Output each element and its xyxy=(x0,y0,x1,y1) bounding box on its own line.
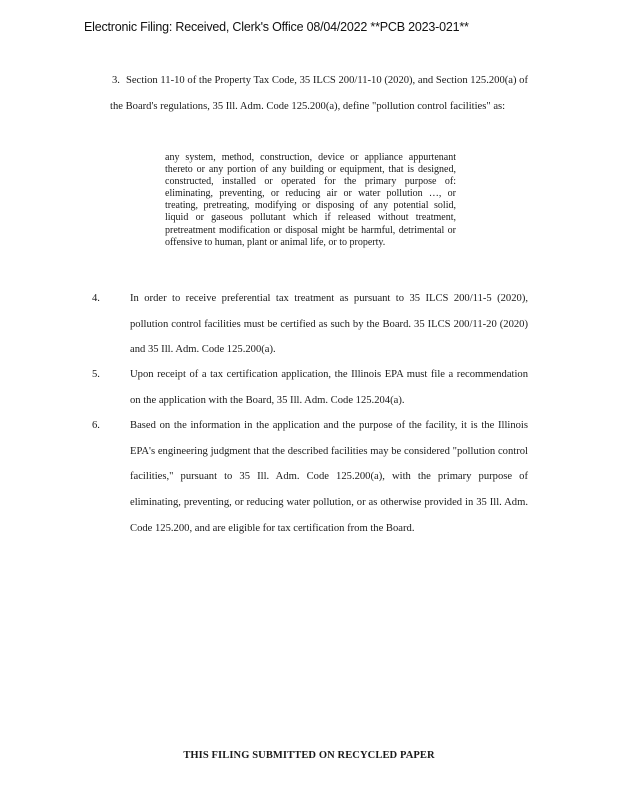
paragraph-5-text: Upon receipt of a tax certification application, the Illinois EPA must file a recommendation on the application with the Board, 35 Ill. Adm. Code 125.204(a). xyxy=(130,369,528,406)
paragraph-3-number: 3. xyxy=(112,75,120,86)
block-quote-definition: any system, method, construction, device or appliance appurtenant thereto or any portion of any building or equipment, that is designed, constructed, installed or operated for the primary purpose of: eliminating, preventing, or reducing air or water pollution …, or treating, pretreating, modifying or disposing of any potential solid, liquid or gaseous pollutant which if released without treatment, pretreatment modification or disposal might be harmful, detrimental or offensive to human, plant or animal life, or to property. xyxy=(165,152,456,248)
paragraph-4-text: In order to receive preferential tax treatment as pursuant to 35 ILCS 200/11-5 (2020), pollution control facilities must be certified as such by the Board. 35 ILCS 200/11-20 (2020) and 35 Ill. Adm. Code 125.200(a). xyxy=(130,293,528,356)
recycled-paper-footer: THIS FILING SUBMITTED ON RECYCLED PAPER xyxy=(183,750,435,761)
paragraph-6-number: 6. xyxy=(92,420,100,431)
paragraph-4-number: 4. xyxy=(92,293,100,304)
paragraph-5-number: 5. xyxy=(92,369,100,380)
filing-stamp-header: Electronic Filing: Received, Clerk's Office 08/04/2022 **PCB 2023-021** xyxy=(84,20,469,34)
paragraph-3 xyxy=(110,68,528,119)
paragraph-6-text: Based on the information in the application and the purpose of the facility, it is the Illinois EPA's engineering judgment that the described facilities may be considered "pollution control facilities," pursuant to 35 Ill. Adm. Code 125.200(a), with the primary purpose of eliminating, preventing, or reducing water pollution, or as otherwise provided in 35 Ill. Adm. Code 125.200, and are eligible for tax certification from the Board. xyxy=(130,420,528,534)
paragraph-3-text: Section 11-10 of the Property Tax Code, 35 ILCS 200/11-10 (2020), and Section 125.200(a) of the Board's regulations, 35 Ill. Adm. Code 125.200(a), define "pollution control facilities" as: xyxy=(110,75,528,112)
